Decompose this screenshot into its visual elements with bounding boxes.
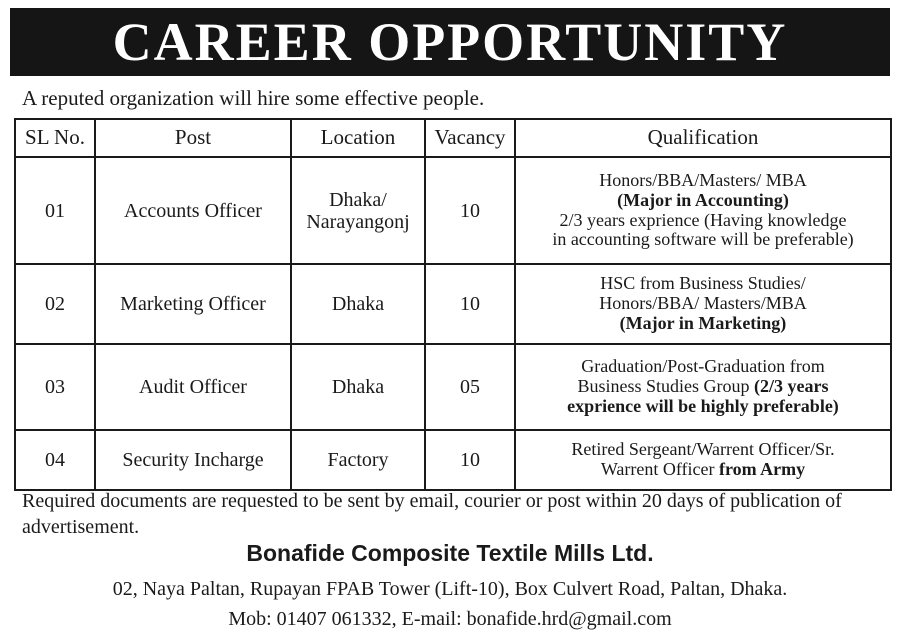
table-row — [15, 157, 891, 264]
qualification-line: Retired Sergeant/Warrent Officer/Sr. — [571, 439, 835, 460]
qualification-line: in accounting software will be preferable) — [552, 229, 854, 250]
cell-post: Marketing Officer — [95, 264, 291, 344]
cell-qualification — [515, 264, 891, 344]
cell-vacancy: 05 — [425, 344, 515, 430]
contact-info: Mob: 01407 061332, E-mail: bonafide.hrd@gmail.com — [228, 608, 672, 630]
header-sl-no: SL No. — [15, 119, 95, 157]
qualification-bold: from Army — [719, 459, 806, 479]
qualification-line: Business Studies Group — [577, 376, 750, 397]
table-row — [15, 264, 891, 344]
banner-title: CAREER OPPORTUNITY — [10, 8, 890, 76]
cell-location: Dhaka — [291, 344, 425, 430]
company-address: 02, Naya Paltan, Rupayan FPAB Tower (Lift-10), Box Culvert Road, Paltan, Dhaka. — [112, 578, 788, 600]
cell-vacancy: 10 — [425, 264, 515, 344]
cell-location: Factory — [291, 430, 425, 490]
qualification-line: Warrent Officer — [600, 459, 715, 479]
table-header-row — [15, 119, 891, 157]
cell-vacancy: 10 — [425, 430, 515, 490]
cell-location: Dhaka — [291, 264, 425, 344]
cell-post: Audit Officer — [95, 344, 291, 430]
cell-sl: 04 — [15, 430, 95, 490]
qualification-line: Graduation/Post-Graduation from — [581, 356, 825, 377]
vacancy-table — [14, 118, 892, 491]
cell-sl: 03 — [15, 344, 95, 430]
qualification-bold: (Major in Marketing) — [619, 312, 787, 333]
header-post: Post — [95, 119, 291, 157]
cell-location — [291, 157, 425, 264]
header-vacancy: Vacancy — [425, 119, 515, 157]
table-row — [15, 344, 891, 430]
cell-qualification — [515, 430, 891, 490]
qualification-line: Honors/BBA/Masters/ MBA — [599, 169, 807, 190]
qualification-line: 2/3 years exprience (Having knowledge — [559, 209, 847, 230]
intro-text: A reputed organization will hire some effective people. — [22, 86, 485, 110]
cell-qualification — [515, 157, 891, 264]
header-qualification: Qualification — [515, 119, 891, 157]
company-name: Bonafide Composite Textile Mills Ltd. — [246, 540, 654, 566]
cell-vacancy: 10 — [425, 157, 515, 264]
table-row — [15, 430, 891, 490]
qualification-line: HSC from Business Studies/ — [600, 273, 806, 294]
cell-sl: 02 — [15, 264, 95, 344]
cell-sl: 01 — [15, 157, 95, 264]
submission-note: Required documents are requested to be sent by email, courier or post within 20 days of publication of advertisement. — [22, 490, 842, 538]
qualification-line: Honors/BBA/ Masters/MBA — [599, 293, 807, 314]
header-location: Location — [291, 119, 425, 157]
qualification-bold: (2/3 years — [754, 376, 829, 397]
location-line: Dhaka/ — [329, 188, 387, 211]
cell-post: Security Incharge — [95, 430, 291, 490]
qualification-bold: (Major in Accounting) — [617, 189, 789, 210]
location-line: Narayangonj — [306, 210, 410, 233]
cell-qualification — [515, 344, 891, 430]
cell-post: Accounts Officer — [95, 157, 291, 264]
qualification-bold: exprience will be highly preferable) — [567, 395, 839, 416]
